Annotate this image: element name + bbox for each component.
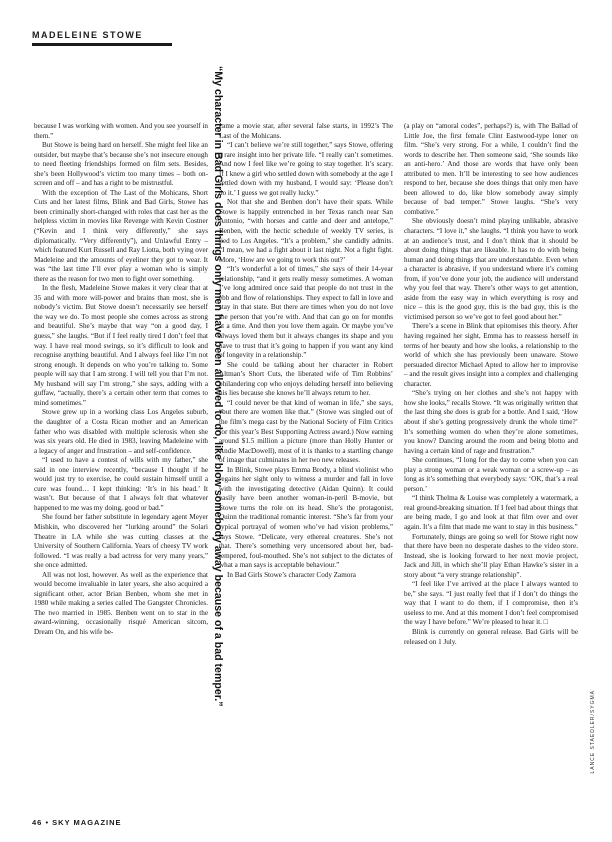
paragraph: All was not lost, however. As well as the experience that would become invaluable in later years, she also acquired a significant other, actor Brian Benben, whom she met in 1980 while making a series called The Gangster Chronicles. The two married in 1985. Benben went on to star in the award-winning, occasionally risqué American sitcom, Dream On, and his wife be-: [34, 570, 208, 636]
paragraph: She could be talking about her character in Robert Altman’s Short Cuts, the liberated wife of Tim Robbins’ philandering cop who enjoys deluding herself into believing his lies because she knows he’ll always return to her.: [219, 360, 393, 398]
paragraph: In Bad Girls Stowe’s character Cody Zamora: [227, 570, 356, 579]
paragraph: In the flesh, Madeleine Stowe makes it very clear that at 35 and with more will-power and brains than most, she is nobody’s victim. But Stowe doesn’t necessarily see herself the way we do. To most people she comes across as strong and beautiful. She’s maybe that way “on a good day, I guess,” she laughs. “But if I feel really tired I don’t feel that way. I have real mood swings, so it’s difficult to look and recognise anything beautiful. And I always feel like I’m not strong enough. It depends on who you’re talking to. Some people will say that I am strong. I will tell you that I’m not. My husband will say I’m strong,” she says, adding with a guffaw, “actually, there’s a certain other term that comes to mind sometimes.”: [34, 284, 208, 407]
paragraph: Fortunately, things are going so well for Stowe right now that there have been no desperate dashes to the video store. Instead, she is looking forward to her next movie project, Jack and Jill, in which she’ll play Ethan Hawke’s sister in a story about “a very strange relationship”.: [404, 532, 578, 579]
paragraph: She obviously doesn’t mind playing unlikable, abrasive characters. “I love it,” she laughs. “I think you have to work at an audience’s trust, and I don’t think that it should be about doing things that are likeable. It has to do with being human and doing things that are understandable. Even when a character is abrasive, if you understand where it’s coming from, if you’ve done your job, the audience will understand why you feel that way. There’s other ways to get attention, aside from the easy way in which everything is rosy and nice – this is the good guy, this is the bad guy, this is the victimised person so we’ve got to feel good about her.”: [404, 217, 578, 321]
paragraph: Blink is currently on general release. Bad Girls will be released on 1 July.: [404, 627, 578, 646]
paragraph: With the exception of The Last of the Mohicans, Short Cuts and her latest films, Blink and Bad Girls, Stowe has been criminally short-changed with roles that cast her as the helpless victim in movies like Revenge with Kevin Costner (“Kevin and I think very differently,” she says diplomatically. “Very differently”), and Unlawful Entry – which featured Kurt Russell and Ray Liotta, both vying over Madeleine and the amounts of eyeliner they got to wear. It was “the last time I’ll ever play a woman who is simply there as the reason for two men to fight over something.: [34, 188, 208, 283]
paragraph: because I was working with women. And you see yourself in them.”: [34, 122, 208, 140]
magazine-name: SKY MAGAZINE: [52, 818, 122, 827]
article-column-3: [404, 122, 578, 802]
article-column-1: [34, 122, 208, 802]
photo-credit: LANCE STAEDLER/SYGMA: [590, 690, 596, 774]
paragraph: (a play on “amoral codes”, perhaps?) is, with The Ballad of Little Joe, the first female Clint Eastwood-type loner on film. “She’s very strong. For a while, I couldn’t find the words to describe her. Then someone said, ‘She sounds like an anti-hero.’ And those are words that have only been attributed to men. It’ll be interesting to see how audiences respond to her, because she does things that only men have been allowed to do, like blow somebody away simply because of bad temper.” Stowe laughs. “She’s very combative.”: [404, 122, 578, 216]
paragraph: In Blink, Stowe plays Emma Brody, a blind violinist who regains her sight only to witness a murder and fall in love with the investigating detective (Aidan Quinn). It could easily have been another woman-in-peril B-movie, but Stowe turns the role on its head. She’s the protagonist, Quinn the traditional romantic interest. “She’s far from your typical portrayal of women who’ve had vision problems,” says Stowe. “Delicate, very ethereal creatures. She’s not that. There’s something very uncensored about her, bad-tempered, foul-mouthed. She’s not subject to the dictates of what a man says is acceptable behaviour.”: [219, 465, 393, 570]
paragraph: She found her father substitute in legendary agent Meyer Mishkin, who discovered her “lurking around” the Solari Theatre in LA while she was cutting classes at the University of Southern California. Years of cheesy TV work followed. “I was really a bad actress for very many years,” she once admitted.: [34, 513, 208, 570]
paragraph: She continues, “I long for the day to come when you can play a strong woman or a weak woman or a screw-up – as long as it’s something that everybody says: ‘OK, that’s a real person.’: [404, 456, 578, 493]
paragraph: “She’s trying on her clothes and she’s not happy with how she looks,” recalls Stowe. “It was originally written that the last thing she does is grab for a bottle. And I said, ‘How about if she’s getting progressively drunk the whole time?’ It’s something women do when they’re alone sometimes, you know? Dancing around the room and being blotto and having a certain kind of rage and frustration.”: [404, 389, 578, 455]
page-header: [32, 30, 582, 46]
section-label: MADELEINE STOWE: [32, 30, 143, 40]
header-rule: [32, 43, 172, 46]
page-footer: [32, 818, 122, 827]
paragraph: Not that she and Benben don’t have their spats. While Stowe is happily entrenched in her Texas ranch near San Antonio, “with horses and cattle and deer and antelope,” Benben, with the hectic schedule of weekly TV series, is tied to Los Angeles. “It’s a problem,” she candidly admits. “I mean, we had a fight about it last night. Not a fight fight. More, ‘How are we going to work this out?’: [219, 198, 393, 264]
paragraph: came a movie star, after several false starts, in 1992’s The Last of the Mohicans.: [219, 122, 393, 140]
footer-separator: •: [45, 818, 50, 827]
paragraph: “It’s wonderful a lot of times,” she says of their 14-year relationship, “and it gets really messy sometimes. A woman I’ve long admired once said that people do not trust in the ebb and flow of relationships. They expect to fall in love and stay in that state. But there are times when you do not love the person that you’re with. And that can go on for months at a time. And then you love them again. Or maybe you’ve always loved them but it always changes its shape and you have to trust that it’s going to happen if you want any kind of longevity in a relationship.”: [219, 265, 393, 360]
paragraph: Stowe grew up in a working class Los Angeles suburb, the daughter of a Costa Rican mother and an American father who was disabled with multiple sclerosis when she was six years old. He died in 1983, leaving Madeleine with a legacy of anger and frustration – and self-confidence.: [34, 408, 208, 455]
pull-quote-text: “My character in Bad Girls does things only men have been allowed to do, like blow somebody away because of a bad temper.”: [212, 66, 224, 707]
paragraph: “I could never be that kind of woman in life,” she says, “but there are women like that.” (Stowe was singled out of the film’s mega cast by the National Society of Film Critics for this year’s Best Supporting Actress award.) Now earning around $1.5 million a picture (more than Holly Hunter or Andie MacDowell), most of it is thanks to a startling change of image that culminates in her two new releases.: [219, 398, 393, 465]
paragraph: “I think Thelma & Louise was completely a watermark, a real ground-breaking situation. If I feel bad about things that are being made, I go and look at that film over and over again. It’s a film that made me want to stay in this business.”: [404, 494, 578, 531]
paragraph: “I feel like I’ve arrived at the place I always wanted to be,” she says. “I just really feel that if I don’t do things the way that I want to do them, if I compromise, then it’s useless to me. And at this moment I don’t feel compromised the way I have before.” We’re pleased to hear it. □: [404, 580, 578, 627]
article-column-2: [219, 68, 393, 802]
paragraph: But Stowe is being hard on herself. She might feel like an outsider, but maybe that’s because she’s not insecure enough to need fleeting friendships formed on film sets. Besides, she’s been Hollywood’s victim too many times – both on-screen and off – and has a right to be mistrustful.: [34, 141, 208, 188]
paragraph: “I can’t believe we’re still together,” says Stowe, offering a rare insight into her private life. “I really can’t sometimes. And now I feel like we’re going to stay together. It’s scary. If I knew a girl who settled down with somebody at the age I settled down with my husband, I would say: ‘Please don’t do it.’ I guess we got really lucky.”: [219, 141, 393, 197]
page-number: 46: [32, 818, 43, 827]
paragraph: “I used to have a contest of wills with my father,” she said in one interview recently, “because I thought if he would just try to exercise, he could sustain himself until a cure was found… I kept thinking: ‘It’s in his head.’ It wasn’t. But because of that I always felt that whatever happened to me was my doing, good or bad.”: [34, 456, 208, 512]
paragraph: There’s a scene in Blink that epitomises this theory. After having regained her sight, Emma has to reassess herself in terms of her beauty and how she looks, a relationship to the world of which she has previously been unaware. Stowe persuaded director Michael Apted to allow her to improvise – and the result gives insight into a complex and challenging character.: [404, 322, 578, 388]
